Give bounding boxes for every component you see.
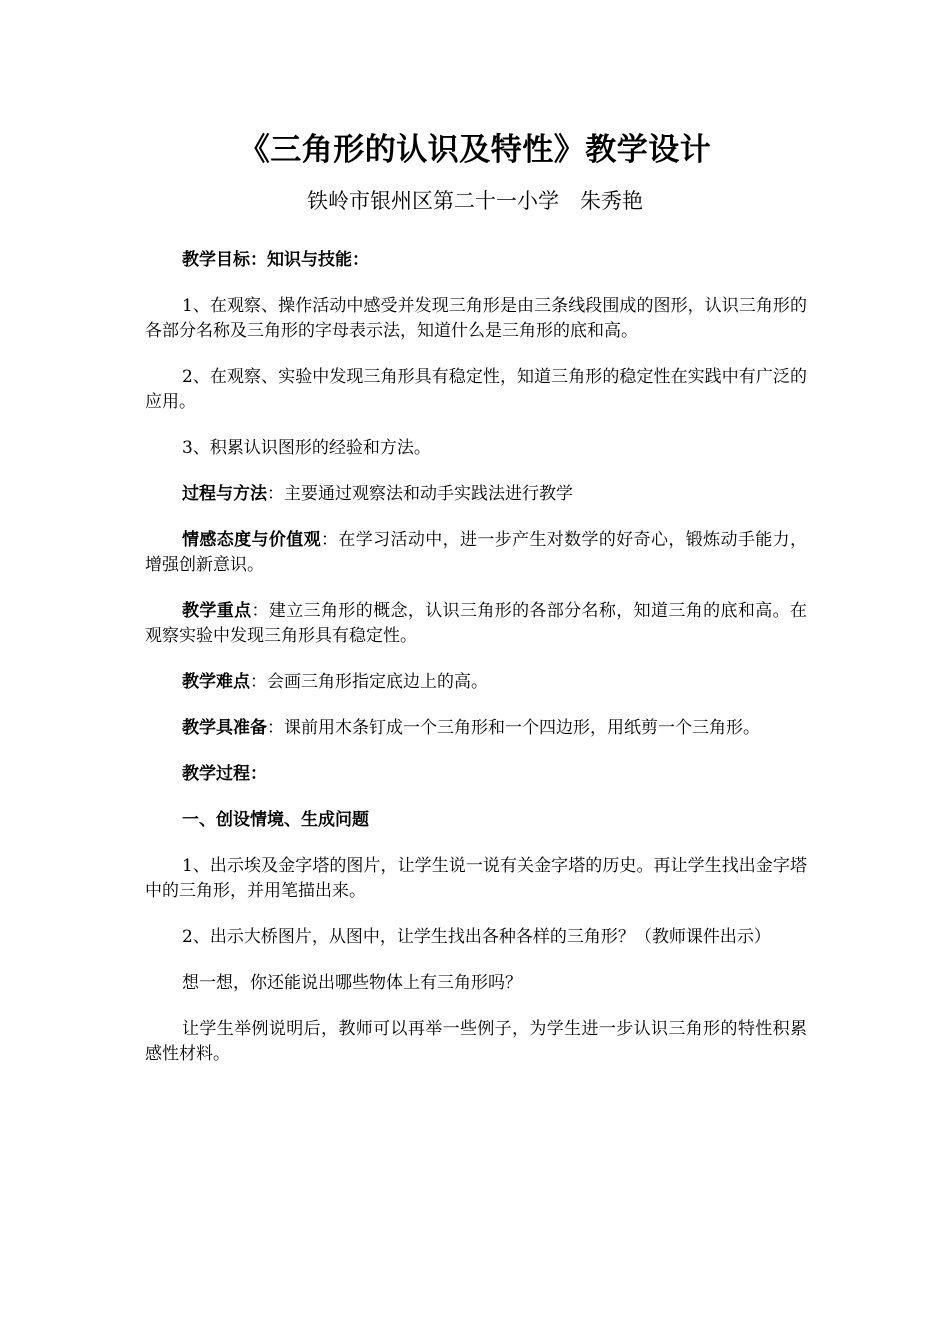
process-method-text: ：主要通过观察法和动手实践法进行教学 [267, 484, 573, 504]
objective-3: 3、积累认识图形的经验和方法。 [182, 438, 431, 458]
materials-label: 教学具准备 [182, 718, 267, 738]
attitude-label: 情感态度与价值观 [182, 530, 321, 550]
step-1: 1、出示埃及金字塔的图片，让学生说一说有关金字塔的历史。再让学生找出金字塔中的三角形，并用笔描出来。 [145, 856, 807, 901]
difficulties-text: ：会画三角形指定底边上的高。 [250, 672, 488, 692]
materials-text: ：课前用木条钉成一个三角形和一个四边形，用纸剪一个三角形。 [267, 718, 760, 738]
think-paragraph: 想一想，你还能说出哪些物体上有三角形吗？ [182, 973, 522, 993]
process-method-label: 过程与方法 [182, 484, 267, 504]
document-title: 《三角形的认识及特性》教学设计 [238, 132, 712, 168]
key-points-label: 教学重点 [182, 601, 252, 621]
objectives-heading: 教学目标：知识与技能： [182, 250, 369, 270]
difficulties-label: 教学难点 [182, 672, 250, 692]
materials-paragraph [145, 716, 807, 741]
process-method-paragraph [145, 482, 807, 507]
attitude-paragraph [145, 528, 807, 578]
section-1-heading: 一、创设情境、生成问题 [182, 810, 369, 830]
document-body [145, 248, 807, 1088]
author-line: 铁岭市银州区第二十一小学 朱秀艳 [307, 189, 643, 213]
key-points-paragraph [145, 599, 807, 649]
key-points-text: ：建立三角形的概念，认识三角形的各部分名称，知道三角的底和高。在观察实验中发现三角形具有稳定性。 [145, 601, 808, 646]
attitude-text: ：在学习活动中，进一步产生对数学的好奇心，锻炼动手能力，增强创新意识。 [145, 530, 808, 575]
objective-1: 1、在观察、操作活动中感受并发现三角形是由三条线段围成的图形，认识三角形的各部分名称及三角形的字母表示法，知道什么是三角形的底和高。 [145, 296, 807, 341]
follow-up-paragraph: 让学生举例说明后，教师可以再举一些例子，为学生进一步认识三角形的特性积累感性材料。 [145, 1019, 807, 1064]
objective-2: 2、在观察、实验中发现三角形具有稳定性，知道三角形的稳定性在实践中有广泛的应用。 [145, 367, 807, 412]
process-heading: 教学过程： [182, 764, 267, 784]
step-2: 2、出示大桥图片，从图中，让学生找出各种各样的三角形？（教师课件出示） [182, 927, 771, 947]
difficulties-paragraph [145, 670, 807, 695]
